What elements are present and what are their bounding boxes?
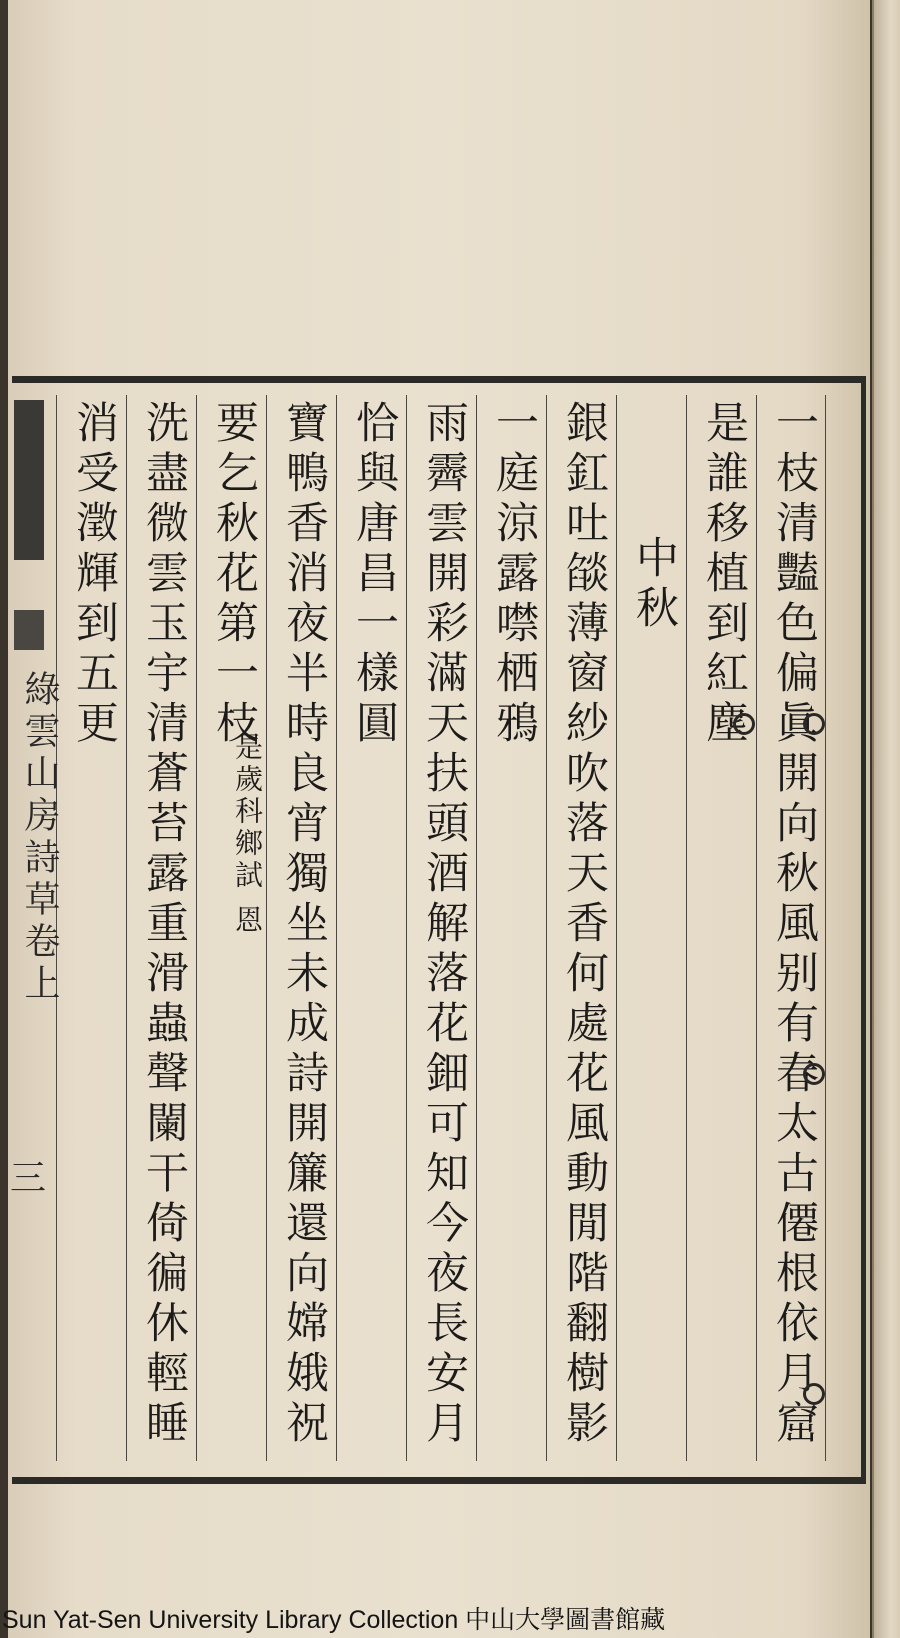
column-rule <box>196 395 197 1461</box>
poem-line: 恰與唐昌一樣圓 <box>349 400 399 750</box>
punctuation-circle <box>803 1383 825 1405</box>
column-rule <box>686 395 687 1461</box>
punctuation-circle <box>803 713 825 735</box>
poem-line: 洗盡微雲玉宇清蒼苔露重滑蟲聲闌干倚徧休輕睡 <box>139 400 189 1450</box>
column-rule <box>756 395 757 1461</box>
margin-book-title: 綠雲山房詩草卷上 <box>19 670 60 1006</box>
poem-line: 一庭涼露噤栖鴉 <box>489 400 539 750</box>
column-rule <box>825 395 826 1461</box>
poem-line: 一枝清豔色偏眞開向秋風别有春太古僊根依月窟 <box>769 400 819 1450</box>
punctuation-circle <box>733 713 755 735</box>
poem-title: 中秋 <box>629 535 679 635</box>
poem-line: 寶鴨香消夜半時良宵獨坐未成詩開簾還向嫦娥祝 <box>279 400 329 1450</box>
margin-page-number: 三 <box>10 1158 47 1199</box>
poem-line: 雨霽雲開彩滿天扶頭酒解落花鈿可知今夜長安月 <box>419 400 469 1450</box>
poem-line: 是誰移植到紅塵 <box>699 400 749 750</box>
column-rule <box>476 395 477 1461</box>
title-annotation: 恩 <box>231 905 264 937</box>
column-rule <box>336 395 337 1461</box>
column-rule <box>546 395 547 1461</box>
fold-margin-block <box>14 610 44 650</box>
title-annotation: 是歲科鄉試 <box>231 732 264 892</box>
column-rule <box>406 395 407 1461</box>
punctuation-circle <box>803 1063 825 1085</box>
column-rule <box>616 395 617 1461</box>
poem-line: 銀釭吐燄薄窗紗吹落天香何處花風動閒階翻樹影 <box>559 400 609 1450</box>
column-rule <box>126 395 127 1461</box>
poem-title: 要乞秋花第一枝 <box>209 400 259 750</box>
fold-margin-block <box>14 400 44 560</box>
column-rule <box>266 395 267 1461</box>
poem-line: 消受澂輝到五更 <box>69 400 119 750</box>
collection-caption: Sun Yat-Sen University Library Collection 中山大學圖書館藏 <box>2 1606 666 1634</box>
adjacent-page-edge <box>872 0 900 1638</box>
